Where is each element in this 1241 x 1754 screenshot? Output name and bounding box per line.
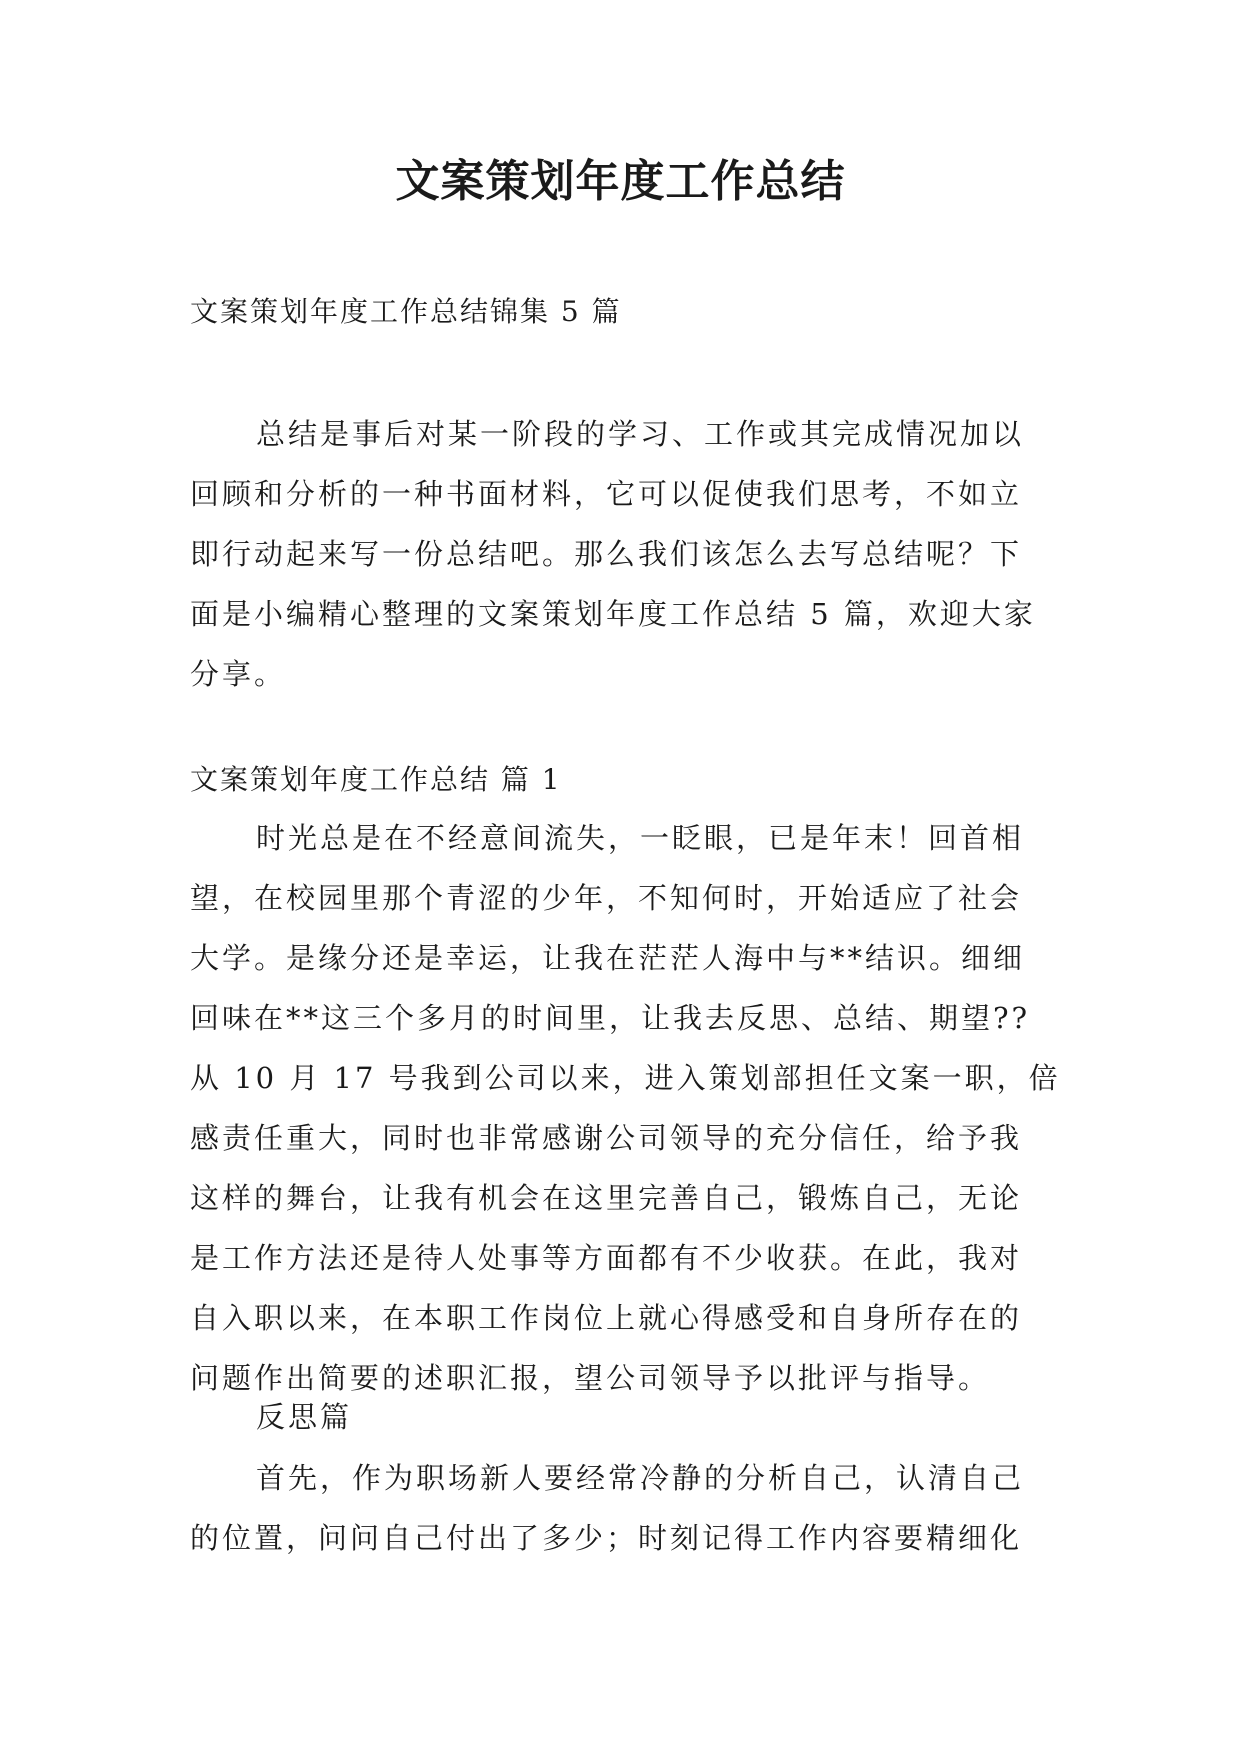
document-subtitle: 文案策划年度工作总结锦集 5 篇: [190, 295, 622, 328]
section1-line: 回味在**这三个多月的时间里，让我去反思、总结、期望??: [190, 1001, 1031, 1035]
intro-line: 分享。: [190, 657, 287, 691]
section-heading: 文案策划年度工作总结 篇 1: [190, 763, 562, 796]
section1-line: 是工作方法还是待人处事等方面都有不少收获。在此，我对: [190, 1241, 1023, 1275]
section1-line: 这样的舞台，让我有机会在这里完善自己，锻炼自己，无论: [190, 1181, 1023, 1215]
section1-line: 大学。是缘分还是幸运，让我在茫茫人海中与**结识。细细: [190, 941, 1026, 975]
intro-line: 总结是事后对某一阶段的学习、工作或其完成情况加以: [256, 417, 1025, 451]
intro-line: 回顾和分析的一种书面材料，它可以促使我们思考，不如立: [190, 477, 1023, 511]
intro-paragraph: [190, 404, 1052, 704]
section1-line: 自入职以来，在本职工作岗位上就心得感受和自身所存在的: [190, 1301, 1023, 1335]
section1-line: 从 10 月 17 号我到公司以来，进入策划部担任文案一职，倍: [190, 1061, 1061, 1095]
subheading-reflection: 反思篇: [256, 1400, 353, 1434]
section1-line: 望，在校园里那个青涩的少年，不知何时，开始适应了社会: [190, 881, 1023, 915]
section2-line: 的位置，问问自己付出了多少；时刻记得工作内容要精细化: [190, 1521, 1023, 1555]
document-title: 文案策划年度工作总结: [395, 156, 846, 207]
section1-line: 感责任重大，同时也非常感谢公司领导的充分信任，给予我: [190, 1121, 1023, 1155]
section1-line: 时光总是在不经意间流失，一眨眼，已是年末！回首相: [256, 821, 1025, 855]
section1-line: 问题作出简要的述职汇报，望公司领导予以批评与指导。: [190, 1361, 991, 1395]
section2-line: 首先，作为职场新人要经常冷静的分析自己，认清自己: [256, 1461, 1025, 1495]
intro-line: 面是小编精心整理的文案策划年度工作总结 5 篇，欢迎大家: [190, 597, 1036, 631]
section2-paragraph: [190, 1448, 1052, 1568]
intro-line: 即行动起来写一份总结吧。那么我们该怎么去写总结呢？下: [190, 537, 1023, 571]
section1-paragraph: [190, 808, 1061, 1408]
